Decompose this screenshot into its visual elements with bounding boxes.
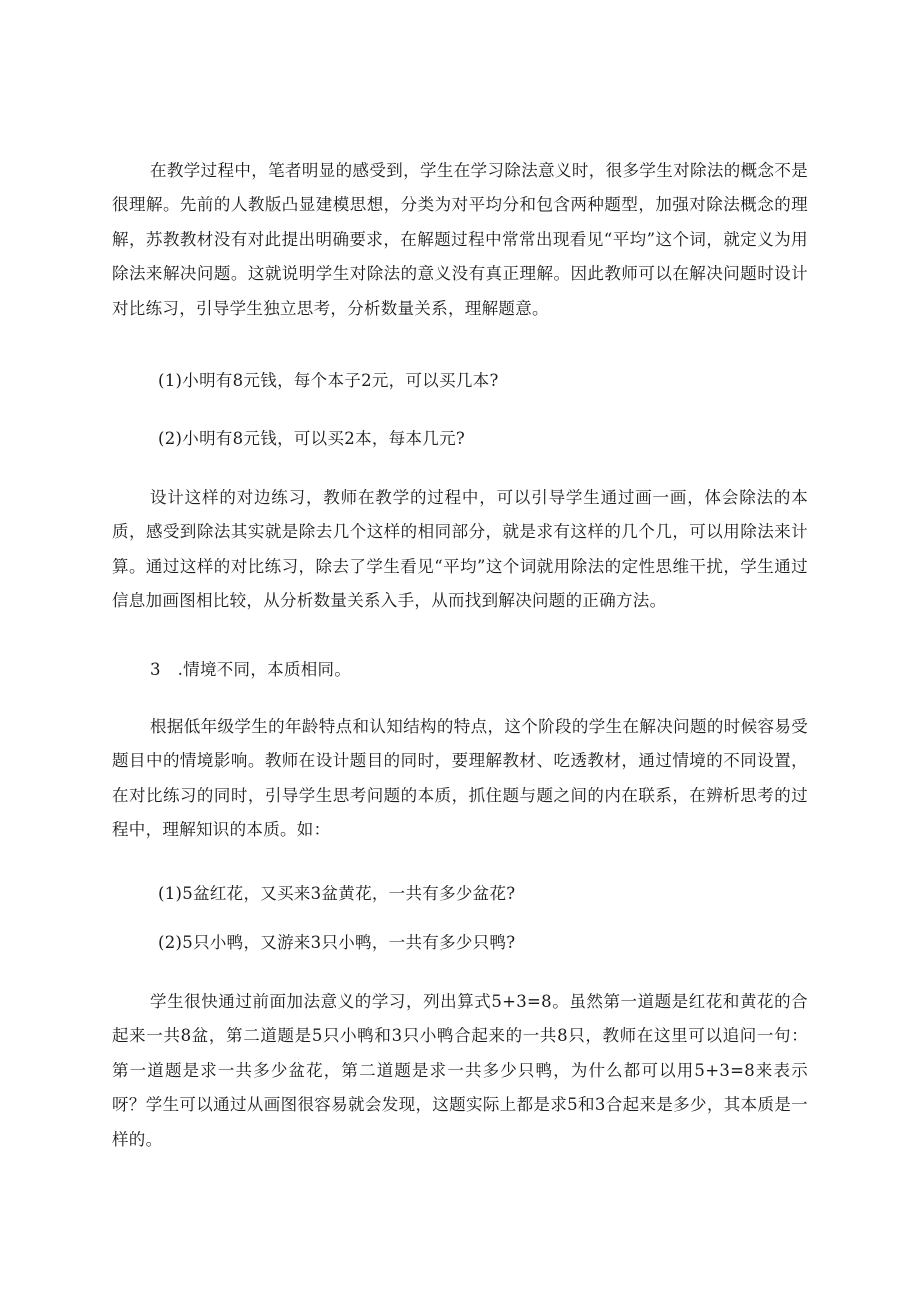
paragraph-comparison-exercise: 设计这样的对边练习，教师在教学的过程中，可以引导学生通过画一画，体会除法的本质，感受到除法其实就是除去几个这样的相同部分，就是求有这样的几个几，可以用除法来计算。通过这样的对比练习，除去了学生看见“平均”这个词就用除法的定性思维干扰，学生通过信息加画图相比较，从分析数量关系入手，从而找到解决问题的正确方法。	[112, 488, 808, 611]
paragraph-situation-essence: 根据低年级学生的年龄特点和认知结构的特点，这个阶段的学生在解决问题的时候容易受题目中的情境影响。教师在设计题目的同时，要理解教材、吃透教材，通过情境的不同设置，在对比练习的同时，引导学生思考问题的本质，抓住题与题之间的内在联系，在辨析思考的过程中，理解知识的本质。如：	[112, 717, 808, 840]
section-heading-3: 3 .情境不同，本质相同。	[150, 660, 352, 679]
paragraph-division-concept: 在教学过程中，笔者明显的感受到，学生在学习除法意义时，很多学生对除法的概念不是很理解。先前的人教版凸显建模思想，分类为对平均分和包含两种题型，加强对除法概念的理解，苏教教材没有对此提出明确要求，在解题过程中常常出现看见“平均”这个词，就定义为用除法来解决问题。这就说明学生对除法的意义没有真正理解。因此教师可以在解决问题时设计对比练习，引导学生独立思考，分析数量关系，理解题意。	[112, 161, 808, 318]
example-question-4: (2)5只小鸭，又游来3只小鸭，一共有多少只鸭?	[158, 933, 516, 952]
example-question-1: (1)小明有8元钱，每个本子2元，可以买几本?	[158, 371, 499, 390]
example-question-2: (2)小明有8元钱，可以买2本，每本几元?	[158, 429, 466, 448]
paragraph-addition-meaning: 学生很快通过前面加法意义的学习，列出算式5+3=8。虽然第一道题是红花和黄花的合起来一共8盆，第二道题是5只小鸭和3只小鸭合起来的一共8只，教师在这里可以追问一句：第一道题是求一共多少盆花，第二道题是求一共多少只鸭，为什么都可以用5+3=8来表示呀？学生可以通过从画图很容易就会发现，这题实际上都是求5和3合起来是多少，其本质是一样的。	[112, 992, 808, 1149]
example-question-3: (1)5盆红花，又买来3盆黄花，一共有多少盆花?	[158, 884, 516, 903]
